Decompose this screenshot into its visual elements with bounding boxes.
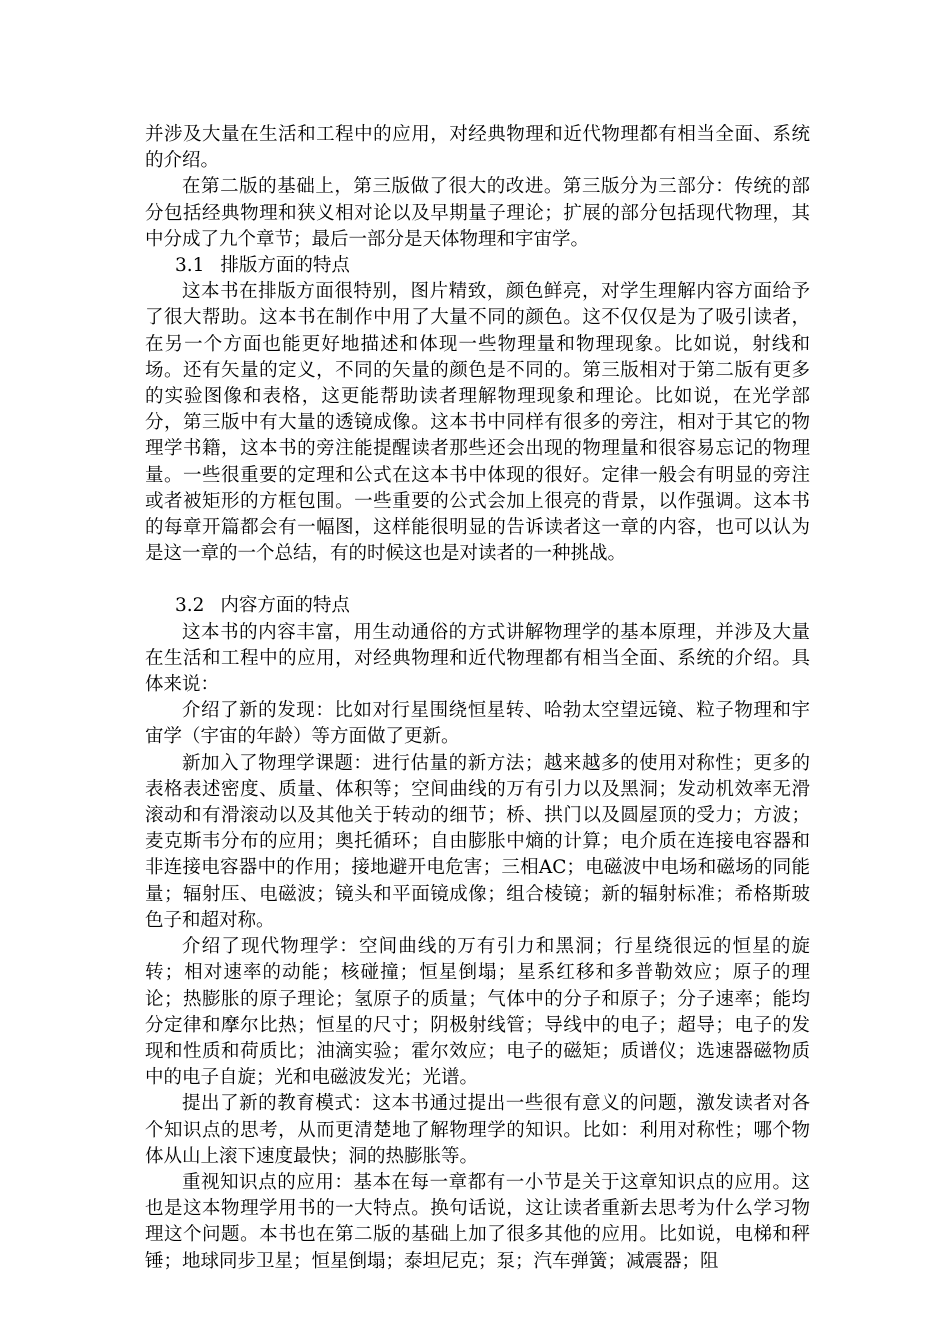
section-3-1-body: 这本书在排版方面很特别，图片精致，颜色鲜亮，对学生理解内容方面给予了很大帮助。这本书在制作中用了大量不同的颜色。这不仅仅是为了吸引读者，在另一个方面也能更好地描述和体现一些物理量和物理现象。比如说，射线和场。还有矢量的定义，不同的矢量的颜色是不同的。第三版相对于第二版有更多的实验图像和表格，这更能帮助读者理解物理现象和理论。比如说，在光学部分，第三版中有大量的透镜成像。这本书中同样有很多的旁注，相对于其它的物理学书籍，这本书的旁注能提醒读者那些还会出现的物理量和很容易忘记的物理量。一些很重要的定理和公式在这本书中体现的很好。定律一般会有明显的旁注或者被矩形的方框包围。一些重要的公式会加上很亮的背景，以作强调。这本书的每章开篇都会有一幅图，这样能很明显的告诉读者这一章的内容，也可以认为是这一章的一个总结，有的时候这也是对读者的一种挑战。 [145, 281, 810, 565]
section-title: 内容方面的特点 [220, 595, 350, 617]
section-heading-3-1 [145, 253, 810, 279]
intro-paragraph-third-edition: 在第二版的基础上，第三版做了很大的改进。第三版分为三部分：传统的部分包括经典物理和狭义相对论以及早期量子理论；扩展的部分包括现代物理，其中分成了九个章节；最后一部分是天体物理和宇宙学。 [145, 176, 810, 250]
section-3-2-paragraph: 介绍了现代物理学：空间曲线的万有引力和黑洞；行星绕很远的恒星的旋转；相对速率的动能；核碰撞；恒星倒塌；星系红移和多普勒效应；原子的理论；热膨胀的原子理论；氢原子的质量；气体中的分子和原子；分子速率；能均分定律和摩尔比热；恒星的尺寸；阴极射线管；导线中的电子；超导；电子的发现和性质和荷质比；油滴实验；霍尔效应；电子的磁矩；质谱仪；选速器磁物质中的电子自旋；光和电磁波发光；光谱。 [145, 936, 810, 1089]
section-3-2-paragraph: 提出了新的教育模式：这本书通过提出一些很有意义的问题，激发读者对各个知识点的思考，从而更清楚地了解物理学的知识。比如：利用对称性；哪个物体从山上滚下速度最快；洞的热膨胀等。 [145, 1093, 810, 1167]
section-number: 3.2 [175, 595, 205, 617]
section-title: 排版方面的特点 [220, 255, 350, 277]
section-3-2-paragraph: 这本书的内容丰富，用生动通俗的方式讲解物理学的基本原理，并涉及大量在生活和工程中的应用，对经典物理和近代物理都有相当全面、系统的介绍。具体来说： [145, 621, 810, 696]
section-3-2-paragraph: 介绍了新的发现：比如对行星围绕恒星转、哈勃太空望远镜、粒子物理和宇宙学（宇宙的年龄）等方面做了更新。 [145, 700, 810, 748]
section-3-2-paragraph: 新加入了物理学课题：进行估量的新方法；越来越多的使用对称性；更多的表格表述密度、质量、体积等；空间曲线的万有引力以及黑洞；发动机效率无滑滚动和有滑滚动以及其他关于转动的细节；桥、拱门以及圆屋顶的受力；方波；麦克斯韦分布的应用；奥托循环；自由膨胀中熵的计算；电介质在连接电容器和非连接电容器中的作用；接地避开电危害；三相AC；电磁波中电场和磁场的同能量；辐射压、电磁波；镜头和平面镜成像；组合棱镜；新的辐射标准；希格斯玻色子和超对称。 [145, 752, 810, 931]
section-3-2-paragraph: 重视知识点的应用：基本在每一章都有一小节是关于这章知识点的应用。这也是这本物理学用书的一大特点。换句话说，这让读者重新去思考为什么学习物理这个问题。本书也在第二版的基础上加了很多其他的应用。比如说，电梯和秤锤；地球同步卫星；恒星倒塌；泰坦尼克；泵；汽车弹簧；减震器；阻 [145, 1171, 810, 1272]
section-number: 3.1 [175, 255, 205, 277]
section-heading-3-2 [145, 593, 810, 619]
document-page [145, 122, 810, 1275]
intro-paragraph-continued: 并涉及大量在生活和工程中的应用，对经典物理和近代物理都有相当全面、系统的介绍。 [145, 124, 810, 172]
